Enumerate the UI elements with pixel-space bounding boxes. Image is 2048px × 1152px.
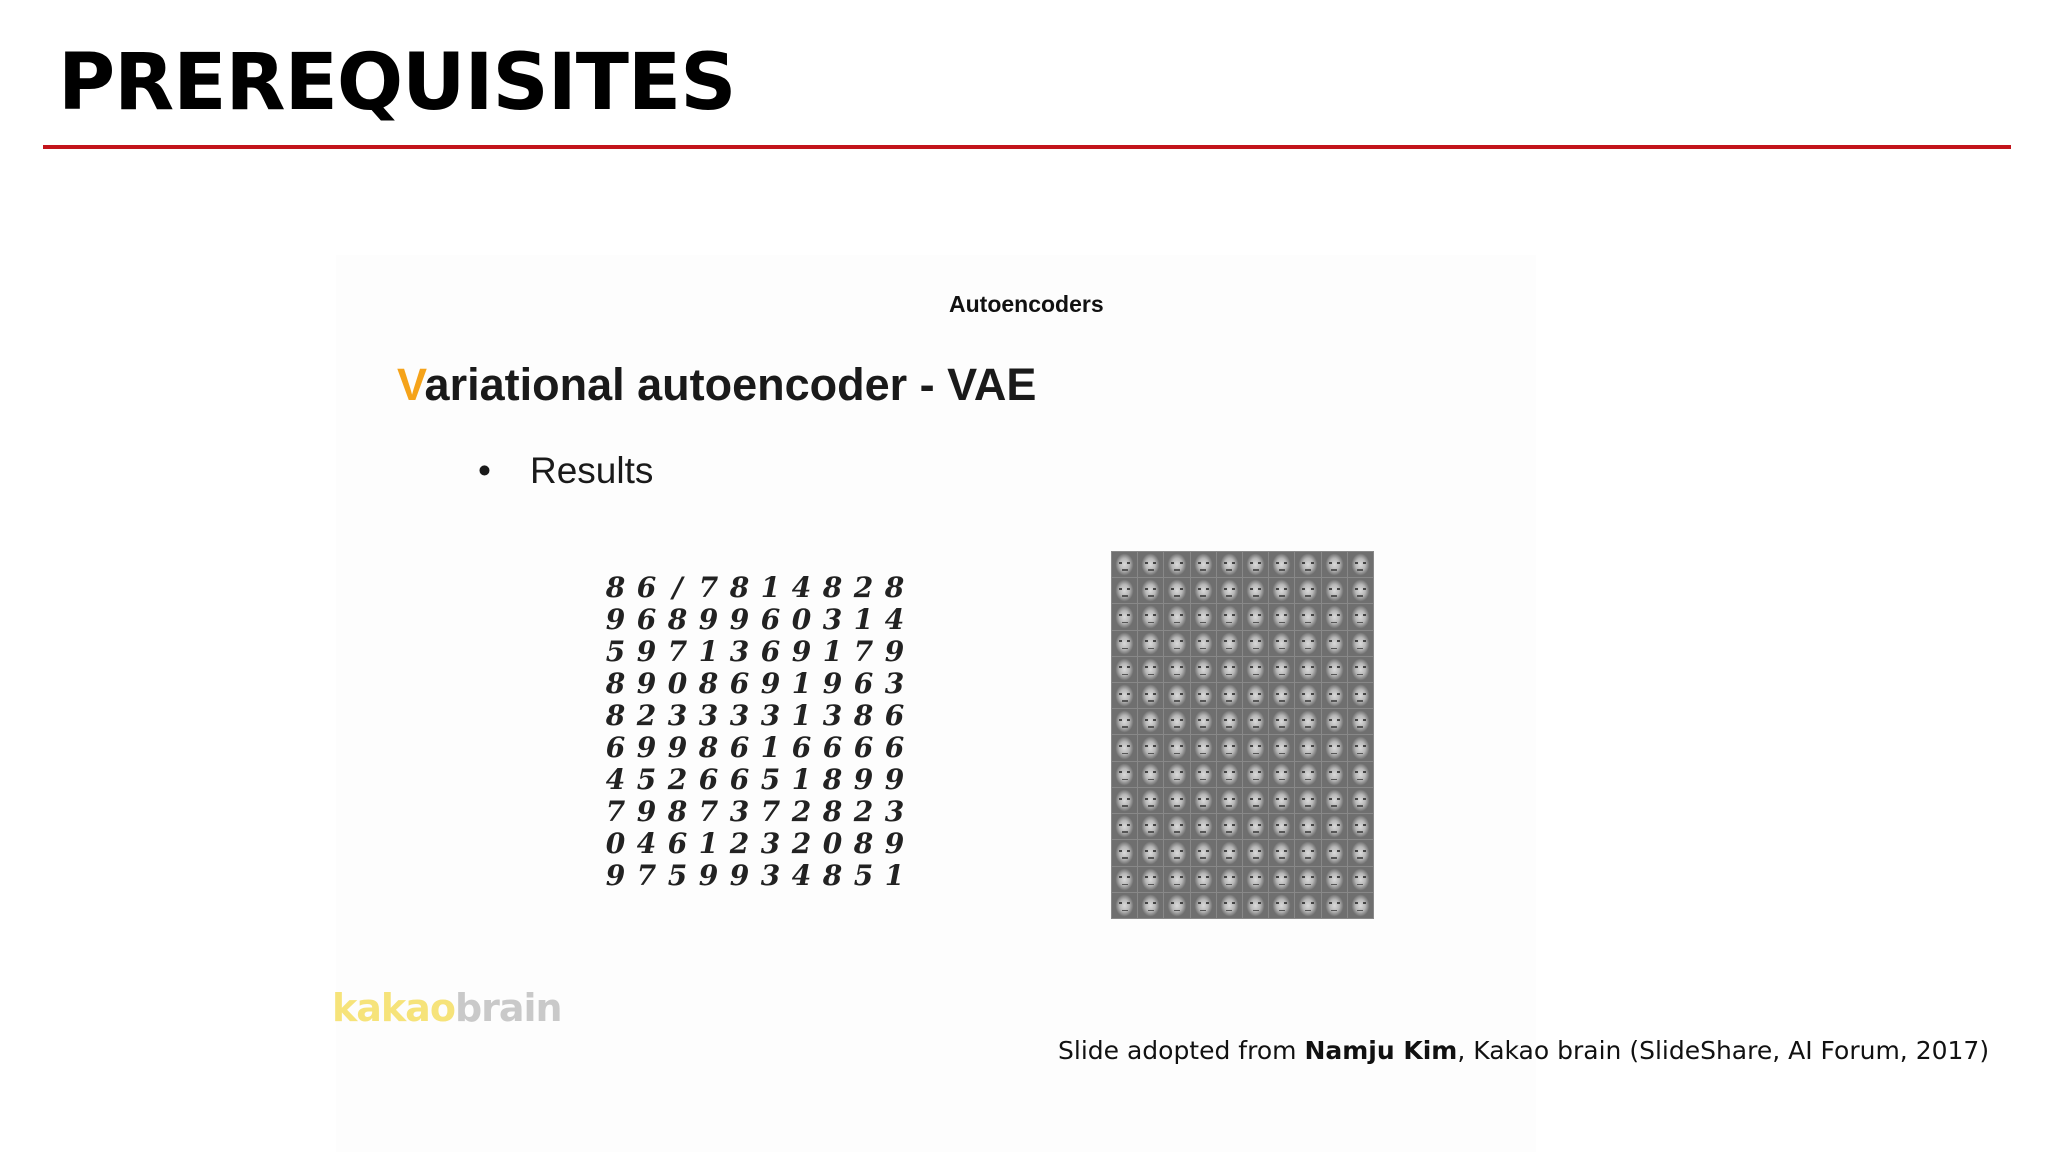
face-tile <box>1295 840 1320 865</box>
embedded-slide-header: Autoencoders <box>949 291 1104 317</box>
digit-cell: 1 <box>853 603 874 636</box>
digit-cell: 8 <box>822 859 843 892</box>
face-tile <box>1322 867 1347 892</box>
face-tile <box>1138 788 1163 813</box>
face-tile <box>1269 814 1294 839</box>
face-tile <box>1322 631 1347 656</box>
face-tile <box>1138 578 1163 603</box>
face-tile <box>1269 709 1294 734</box>
digit-cell: 9 <box>760 667 781 700</box>
face-tile <box>1164 683 1189 708</box>
digit-cell: 3 <box>667 699 688 732</box>
face-tile <box>1269 657 1294 682</box>
digit-cell: / <box>672 571 683 604</box>
face-tile <box>1348 683 1373 708</box>
digit-cell: 9 <box>636 795 657 828</box>
digit-cell: 8 <box>667 795 688 828</box>
face-tile <box>1217 578 1242 603</box>
digit-cell: 6 <box>636 603 657 636</box>
digit-cell: 1 <box>760 571 781 604</box>
face-tile <box>1164 631 1189 656</box>
face-tile <box>1164 657 1189 682</box>
face-tile <box>1217 657 1242 682</box>
face-tile <box>1243 814 1268 839</box>
face-tile <box>1348 788 1373 813</box>
face-tile <box>1322 788 1347 813</box>
face-tile <box>1112 683 1137 708</box>
digit-cell: 3 <box>729 699 750 732</box>
digit-cell: 7 <box>698 571 719 604</box>
face-tile <box>1269 867 1294 892</box>
face-tile <box>1191 552 1216 577</box>
face-tile <box>1322 709 1347 734</box>
digit-cell: 9 <box>822 667 843 700</box>
face-tile <box>1112 788 1137 813</box>
digit-cell: 9 <box>667 731 688 764</box>
face-tile <box>1164 814 1189 839</box>
logo-part-brain: brain <box>454 986 562 1030</box>
face-tile <box>1191 709 1216 734</box>
digit-cell: 2 <box>636 699 657 732</box>
digit-cell: 9 <box>791 635 812 668</box>
face-tile <box>1243 709 1268 734</box>
face-tile <box>1191 867 1216 892</box>
face-tile <box>1322 735 1347 760</box>
digit-cell: 1 <box>791 667 812 700</box>
face-tile <box>1243 552 1268 577</box>
face-tile <box>1243 683 1268 708</box>
face-tile <box>1295 814 1320 839</box>
face-tile <box>1191 683 1216 708</box>
digit-cell: 8 <box>822 795 843 828</box>
face-tile <box>1217 788 1242 813</box>
digit-cell: 4 <box>884 603 905 636</box>
face-tile <box>1191 762 1216 787</box>
face-tile <box>1295 631 1320 656</box>
face-tile <box>1269 735 1294 760</box>
digit-cell: 9 <box>698 603 719 636</box>
face-tile <box>1191 840 1216 865</box>
face-tile <box>1217 840 1242 865</box>
digit-cell: 6 <box>729 667 750 700</box>
digit-cell: 3 <box>760 859 781 892</box>
bullet-item <box>478 450 653 492</box>
digit-cell: 0 <box>667 667 688 700</box>
face-tile <box>1269 552 1294 577</box>
face-tile <box>1164 788 1189 813</box>
face-tile <box>1112 840 1137 865</box>
face-tile <box>1217 867 1242 892</box>
digit-cell: 4 <box>791 571 812 604</box>
face-tile <box>1295 735 1320 760</box>
digit-cell: 9 <box>729 603 750 636</box>
face-tile <box>1269 788 1294 813</box>
kakaobrain-logo <box>332 986 562 1030</box>
digit-cell: 3 <box>760 699 781 732</box>
digit-cell: 2 <box>667 763 688 796</box>
face-tile <box>1191 604 1216 629</box>
digit-cell: 2 <box>729 827 750 860</box>
digit-cell: 1 <box>698 635 719 668</box>
digit-cell: 8 <box>667 603 688 636</box>
source-credit <box>1058 1036 1989 1065</box>
face-tile <box>1112 631 1137 656</box>
face-tile <box>1348 578 1373 603</box>
face-tile <box>1217 893 1242 918</box>
face-tile <box>1295 893 1320 918</box>
face-tile <box>1243 867 1268 892</box>
digit-cell: 1 <box>791 699 812 732</box>
face-tile <box>1243 735 1268 760</box>
digit-cell: 0 <box>791 603 812 636</box>
digit-cell: 8 <box>605 699 626 732</box>
face-tile <box>1217 552 1242 577</box>
face-tile <box>1269 840 1294 865</box>
digit-cell: 6 <box>760 603 781 636</box>
digit-cell: 6 <box>853 731 874 764</box>
face-tile <box>1348 814 1373 839</box>
face-tile <box>1348 867 1373 892</box>
face-tile <box>1112 893 1137 918</box>
digit-cell: 9 <box>636 731 657 764</box>
face-tile <box>1243 578 1268 603</box>
face-tile <box>1164 552 1189 577</box>
face-tile <box>1191 814 1216 839</box>
digit-cell: 6 <box>884 731 905 764</box>
digit-cell: 7 <box>636 859 657 892</box>
digit-cell: 8 <box>822 571 843 604</box>
digit-cell: 9 <box>884 827 905 860</box>
digit-cell: 1 <box>760 731 781 764</box>
face-tile <box>1322 683 1347 708</box>
face-tile <box>1112 735 1137 760</box>
face-tile <box>1295 709 1320 734</box>
face-tile <box>1138 709 1163 734</box>
digit-cell: 9 <box>605 603 626 636</box>
digit-cell: 2 <box>853 795 874 828</box>
digit-cell: 5 <box>853 859 874 892</box>
digit-cell: 6 <box>636 571 657 604</box>
face-tile <box>1191 735 1216 760</box>
face-tile <box>1138 840 1163 865</box>
face-tile <box>1348 762 1373 787</box>
digit-cell: 5 <box>636 763 657 796</box>
face-tile <box>1322 814 1347 839</box>
credit-prefix: Slide adopted from <box>1058 1036 1305 1065</box>
digit-cell: 7 <box>667 635 688 668</box>
face-tile <box>1138 867 1163 892</box>
face-tile <box>1138 893 1163 918</box>
digit-cell: 9 <box>884 635 905 668</box>
face-tile <box>1243 762 1268 787</box>
face-tile <box>1322 657 1347 682</box>
digit-cell: 8 <box>605 667 626 700</box>
face-tile <box>1322 762 1347 787</box>
digit-cell: 6 <box>791 731 812 764</box>
face-tile <box>1217 814 1242 839</box>
digit-cell: 0 <box>605 827 626 860</box>
face-tile <box>1164 578 1189 603</box>
face-tile <box>1217 683 1242 708</box>
face-tile <box>1348 552 1373 577</box>
digit-cell: 8 <box>729 571 750 604</box>
face-tile <box>1112 657 1137 682</box>
face-tile <box>1191 578 1216 603</box>
face-tile <box>1322 604 1347 629</box>
face-tile <box>1243 788 1268 813</box>
face-tile <box>1295 683 1320 708</box>
digit-cell: 4 <box>791 859 812 892</box>
face-tile <box>1191 657 1216 682</box>
face-tile <box>1112 552 1137 577</box>
digit-cell: 8 <box>698 667 719 700</box>
face-tile <box>1348 604 1373 629</box>
digit-cell: 6 <box>605 731 626 764</box>
face-tile <box>1112 604 1137 629</box>
bullet-text: Results <box>530 450 654 491</box>
face-tile <box>1138 683 1163 708</box>
digit-cell: 4 <box>605 763 626 796</box>
face-tile <box>1269 631 1294 656</box>
digit-cell: 7 <box>853 635 874 668</box>
face-tile <box>1348 657 1373 682</box>
digit-cell: 7 <box>760 795 781 828</box>
face-tile <box>1243 604 1268 629</box>
digit-cell: 5 <box>760 763 781 796</box>
face-tile <box>1164 762 1189 787</box>
digit-cell: 6 <box>729 763 750 796</box>
face-tile <box>1269 683 1294 708</box>
digit-cell: 8 <box>853 827 874 860</box>
credit-author: Namju Kim <box>1304 1036 1458 1065</box>
digit-cell: 8 <box>884 571 905 604</box>
credit-suffix: , Kakao brain (SlideShare, AI Forum, 2017) <box>1457 1036 1990 1065</box>
bullet-icon: • <box>478 450 491 491</box>
face-tile <box>1217 762 1242 787</box>
digit-cell: 3 <box>822 699 843 732</box>
face-samples-image <box>1111 551 1374 919</box>
face-tile <box>1243 631 1268 656</box>
face-tile <box>1295 578 1320 603</box>
embedded-slide-title <box>397 360 1036 410</box>
digit-cell: 6 <box>760 635 781 668</box>
digit-cell: 2 <box>853 571 874 604</box>
face-tile <box>1295 552 1320 577</box>
face-tile <box>1295 762 1320 787</box>
face-tile <box>1164 604 1189 629</box>
face-tile <box>1348 893 1373 918</box>
digit-cell: 9 <box>853 763 874 796</box>
face-tile <box>1138 814 1163 839</box>
digit-cell: 6 <box>698 763 719 796</box>
face-tile <box>1217 604 1242 629</box>
face-tile <box>1322 552 1347 577</box>
digit-cell: 9 <box>636 667 657 700</box>
digit-cell: 8 <box>698 731 719 764</box>
face-tile <box>1348 709 1373 734</box>
title-accent-letter: V <box>397 359 425 410</box>
face-tile <box>1243 840 1268 865</box>
face-tile <box>1322 893 1347 918</box>
face-tile <box>1164 867 1189 892</box>
face-tile <box>1112 814 1137 839</box>
digit-cell: 5 <box>667 859 688 892</box>
face-tile <box>1191 788 1216 813</box>
face-tile <box>1217 631 1242 656</box>
mnist-digit-samples <box>600 572 910 892</box>
digit-cell: 3 <box>760 827 781 860</box>
face-tile <box>1217 709 1242 734</box>
digit-cell: 2 <box>791 795 812 828</box>
digit-cell: 8 <box>853 699 874 732</box>
face-tile <box>1269 578 1294 603</box>
face-tile <box>1348 735 1373 760</box>
digit-cell: 6 <box>667 827 688 860</box>
face-tile <box>1138 657 1163 682</box>
face-tile <box>1269 762 1294 787</box>
face-tile <box>1191 893 1216 918</box>
face-tile <box>1112 762 1137 787</box>
face-tile <box>1295 867 1320 892</box>
digit-cell: 9 <box>729 859 750 892</box>
digit-cell: 1 <box>884 859 905 892</box>
digit-cell: 6 <box>822 731 843 764</box>
digit-cell: 6 <box>729 731 750 764</box>
digit-cell: 3 <box>698 699 719 732</box>
digit-cell: 9 <box>698 859 719 892</box>
face-tile <box>1295 788 1320 813</box>
page-title: PREREQUISITES <box>58 38 736 128</box>
face-tile <box>1138 552 1163 577</box>
face-tile <box>1322 578 1347 603</box>
face-tile <box>1348 840 1373 865</box>
face-tile <box>1191 631 1216 656</box>
digit-cell: 9 <box>636 635 657 668</box>
face-tile <box>1295 604 1320 629</box>
title-rest: ariational autoencoder - VAE <box>424 359 1037 410</box>
digit-cell: 9 <box>605 859 626 892</box>
face-tile <box>1138 604 1163 629</box>
face-tile <box>1138 762 1163 787</box>
digit-cell: 8 <box>605 571 626 604</box>
face-tile <box>1243 893 1268 918</box>
digit-cell: 1 <box>822 635 843 668</box>
digit-cell: 3 <box>884 795 905 828</box>
digit-cell: 3 <box>822 603 843 636</box>
face-tile <box>1112 709 1137 734</box>
digit-cell: 7 <box>698 795 719 828</box>
face-tile <box>1322 840 1347 865</box>
face-tile <box>1138 735 1163 760</box>
digit-cell: 6 <box>884 699 905 732</box>
digit-cell: 5 <box>605 635 626 668</box>
digit-cell: 4 <box>636 827 657 860</box>
digit-cell: 1 <box>698 827 719 860</box>
digit-cell: 2 <box>791 827 812 860</box>
face-tile <box>1164 840 1189 865</box>
face-tile <box>1164 893 1189 918</box>
digit-cell: 1 <box>791 763 812 796</box>
title-divider <box>43 145 2011 149</box>
digit-cell: 8 <box>822 763 843 796</box>
face-tile <box>1112 578 1137 603</box>
digit-cell: 7 <box>605 795 626 828</box>
face-tile <box>1164 709 1189 734</box>
digit-cell: 3 <box>729 635 750 668</box>
face-tile <box>1269 604 1294 629</box>
digit-cell: 3 <box>884 667 905 700</box>
logo-part-kakao: kakao <box>332 986 455 1030</box>
face-tile <box>1295 657 1320 682</box>
face-tile <box>1243 657 1268 682</box>
digit-cell: 0 <box>822 827 843 860</box>
face-tile <box>1217 735 1242 760</box>
digit-cell: 9 <box>884 763 905 796</box>
face-tile <box>1269 893 1294 918</box>
face-tile <box>1112 867 1137 892</box>
face-tile <box>1164 735 1189 760</box>
digit-cell: 6 <box>853 667 874 700</box>
digit-cell: 3 <box>729 795 750 828</box>
face-tile <box>1348 631 1373 656</box>
face-tile <box>1138 631 1163 656</box>
